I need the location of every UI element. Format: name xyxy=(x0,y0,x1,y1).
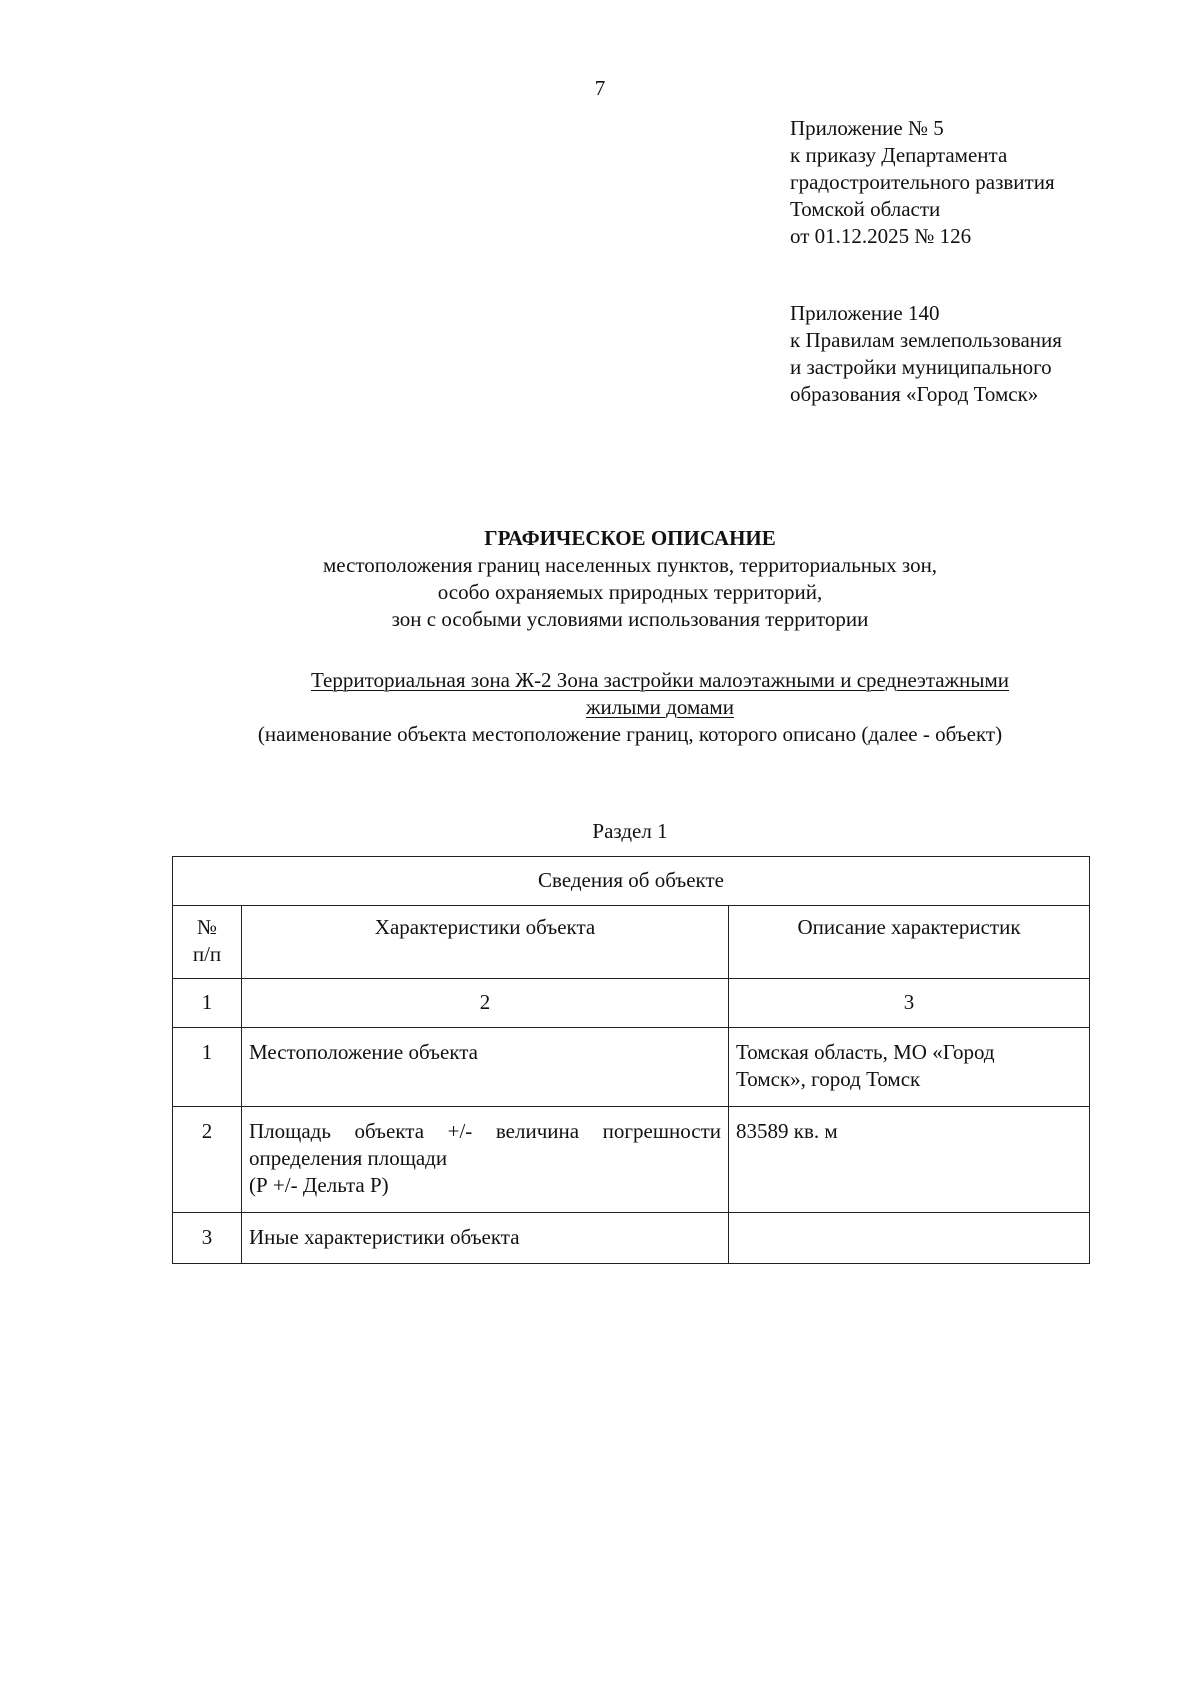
annex-order-block xyxy=(790,115,1190,250)
row-characteristic-line: (Р +/- Дельта Р) xyxy=(249,1173,389,1197)
annex-rules-line: и застройки муниципального xyxy=(790,355,1052,379)
object-name-line: жилыми домами xyxy=(586,695,734,719)
table-caption: Сведения об объекте xyxy=(173,857,1090,906)
column-number: 1 xyxy=(173,979,242,1028)
annex-order-line: от 01.12.2025 № 126 xyxy=(790,224,972,248)
row-description xyxy=(729,1213,1090,1264)
row-num: 1 xyxy=(173,1028,242,1107)
table-header-row xyxy=(173,906,1090,979)
page-number: 7 xyxy=(594,76,606,100)
annex-rules-line: образования «Город Томск» xyxy=(790,382,1039,406)
header-num-line: № xyxy=(196,915,218,939)
header-characteristics: Характеристики объекта xyxy=(242,906,729,979)
header-description: Описание характеристик xyxy=(729,906,1090,979)
row-description-line: Томская область, МО «Город xyxy=(736,1040,995,1064)
table-row xyxy=(173,1028,1090,1107)
object-name-line: Территориальная зона Ж-2 Зона застройки малоэтажными и среднеэтажными xyxy=(311,668,1009,692)
table-caption-row xyxy=(173,857,1090,906)
row-characteristic-line: определения площади xyxy=(249,1146,448,1170)
annex-order-line: к приказу Департамента xyxy=(790,143,1008,167)
annex-order-line: градостроительного развития xyxy=(790,170,1055,194)
annex-rules-line: Приложение 140 xyxy=(790,301,940,325)
annex-order-line: Приложение № 5 xyxy=(790,116,944,140)
object-name-caption: (наименование объекта местоположение границ, которого описано (далее - объект) xyxy=(257,722,1003,746)
annex-rules-block xyxy=(790,300,1190,408)
object-info-table xyxy=(172,856,1090,1264)
document-subtitle-line: местоположения границ населенных пунктов, территориальных зон, xyxy=(322,553,938,577)
row-description xyxy=(729,1028,1090,1107)
section-label: Раздел 1 xyxy=(592,819,668,843)
row-characteristic xyxy=(242,1107,729,1213)
document-title: ГРАФИЧЕСКОЕ ОПИСАНИЕ xyxy=(484,526,776,550)
document-subtitle-line: особо охраняемых природных территорий, xyxy=(437,580,823,604)
column-number-row xyxy=(173,979,1090,1028)
column-number: 2 xyxy=(242,979,729,1028)
table-row xyxy=(173,1213,1090,1264)
document-subtitle-line: зон с особыми условиями использования территории xyxy=(391,607,869,631)
row-characteristic-line: Площадь объекта +/- величина погрешности xyxy=(249,1119,721,1143)
row-num: 2 xyxy=(173,1107,242,1213)
row-description: 83589 кв. м xyxy=(729,1107,1090,1213)
annex-order-line: Томской области xyxy=(790,197,941,221)
column-number: 3 xyxy=(729,979,1090,1028)
document-title-block xyxy=(0,525,1200,633)
row-description-line: Томск», город Томск xyxy=(736,1067,921,1091)
table-row xyxy=(173,1107,1090,1213)
row-num: 3 xyxy=(173,1213,242,1264)
row-characteristic: Иные характеристики объекта xyxy=(242,1213,729,1264)
row-characteristic: Местоположение объекта xyxy=(242,1028,729,1107)
annex-rules-line: к Правилам землепользования xyxy=(790,328,1062,352)
header-num xyxy=(173,906,242,979)
header-num-line: п/п xyxy=(192,942,222,966)
object-name xyxy=(0,667,1200,721)
